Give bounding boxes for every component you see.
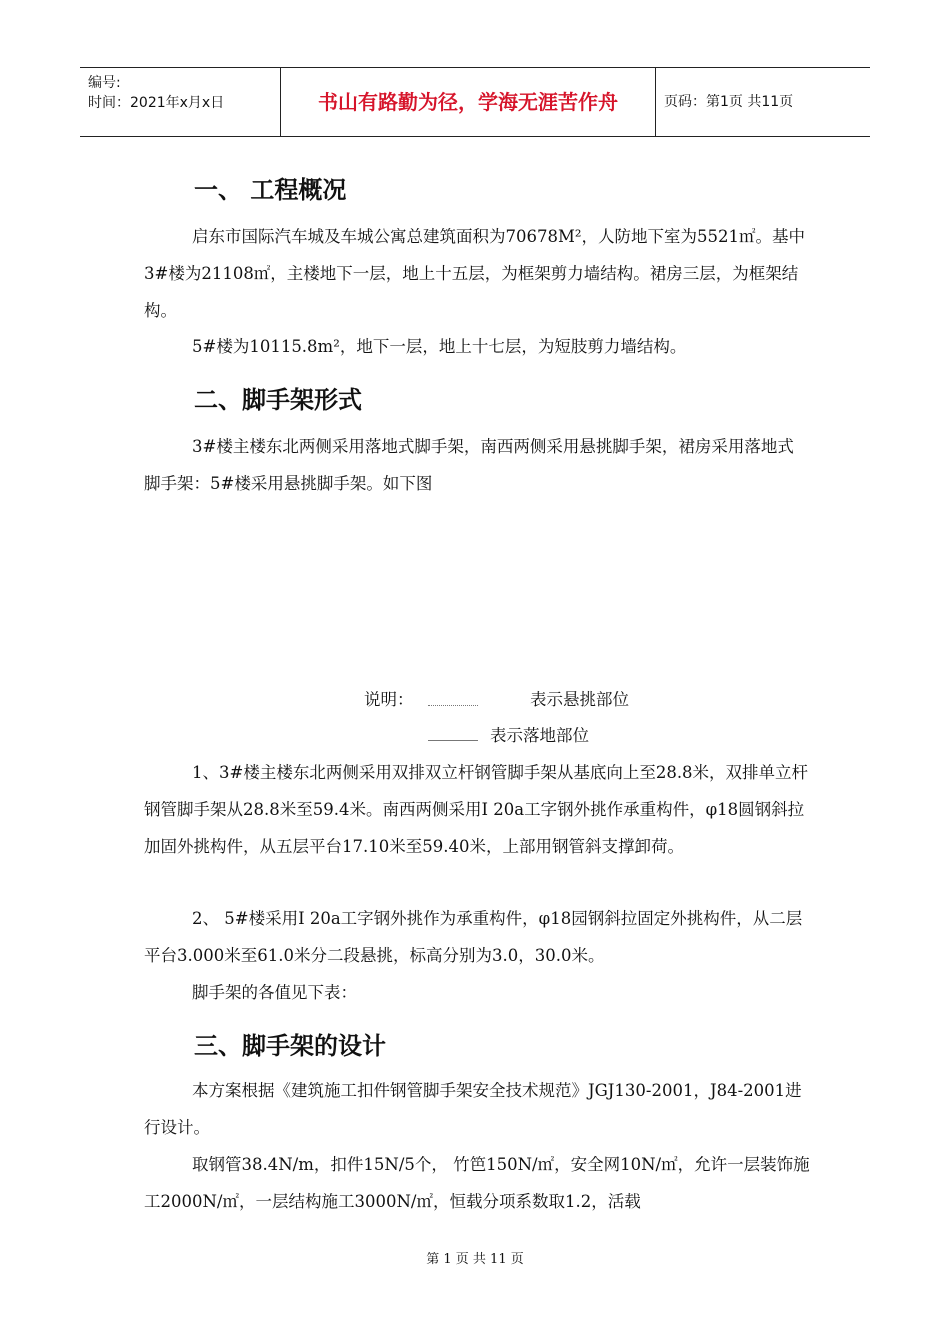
legend-label: 说明： — [364, 690, 414, 709]
time-label: 时间：2021年x月x日 — [88, 95, 225, 111]
section2-paragraph-1: 3#楼主楼东北两侧采用落地式脚手架，南西两侧采用悬挑脚手架，裙房采用落地式脚手架：5#楼采用悬挑脚手架。如下图 — [144, 437, 794, 493]
legend-dotted-line — [428, 705, 478, 706]
header-table — [80, 67, 870, 137]
section1-paragraph-2: 5#楼为10115.8m²，地下一层，地上十七层，为短肢剪力墙结构。 — [192, 337, 687, 356]
section3-paragraph-2: 取钢管38.4N/m，扣件15N/5个， 竹笆150N/㎡，安全网10N/㎡，允许一层装饰施工2000N/㎡，一层结构施工3000N/㎡，恒载分项系数取1.2，活载 — [144, 1155, 810, 1211]
header-page-info: 页码：第1页 共11页 — [664, 94, 794, 110]
header-motto: 书山有路勤为径，学海无涯苦作舟 — [281, 68, 656, 136]
legend-solid-line — [428, 740, 478, 741]
section2-table-note: 脚手架的各值见下表： — [192, 983, 357, 1002]
legend-ground-text: 表示落地部位 — [490, 726, 589, 745]
section2-title: 二、脚手架形式 — [194, 386, 362, 414]
section3-paragraph-1: 本方案根据《建筑施工扣件钢管脚手架安全技术规范》JGJ130-2001，J84-2001进行设计。 — [144, 1081, 802, 1137]
section1-title: 一、 工程概况 — [194, 176, 347, 204]
section1-paragraph-1: 启东市国际汽车城及车城公寓总建筑面积为70678M²，人防地下室为5521㎡。基中3#楼为21108㎡，主楼地下一层，地上十五层，为框架剪力墙结构。裙房三层，为框架结构。 — [144, 227, 805, 320]
page-footer: 第 1 页 共 11 页 — [426, 1252, 524, 1267]
section2-item-1: 1、3#楼主楼东北两侧采用双排双立杆钢管脚手架从基底向上至28.8米，双排单立杆钢管脚手架从28.8米至59.4米。南西两侧采用Ⅰ 20a工字钢外挑作承重构件，φ18圆钢斜拉加固外挑构件，从五层平台17.10米至59.40米，上部用钢管斜支撑卸荷。 — [144, 763, 809, 856]
header-meta-cell — [80, 68, 281, 136]
number-label: 编号: — [88, 75, 121, 91]
section2-item-2: 2、 5#楼采用Ⅰ 20a工字钢外挑作为承重构件，φ18园钢斜拉固定外挑构件，从二层平台3.000米至61.0米分二段悬挑，标高分别为3.0，30.0米。 — [144, 909, 803, 965]
legend-cantilever-text: 表示悬挑部位 — [530, 690, 629, 709]
section3-title: 三、脚手架的设计 — [194, 1032, 386, 1060]
